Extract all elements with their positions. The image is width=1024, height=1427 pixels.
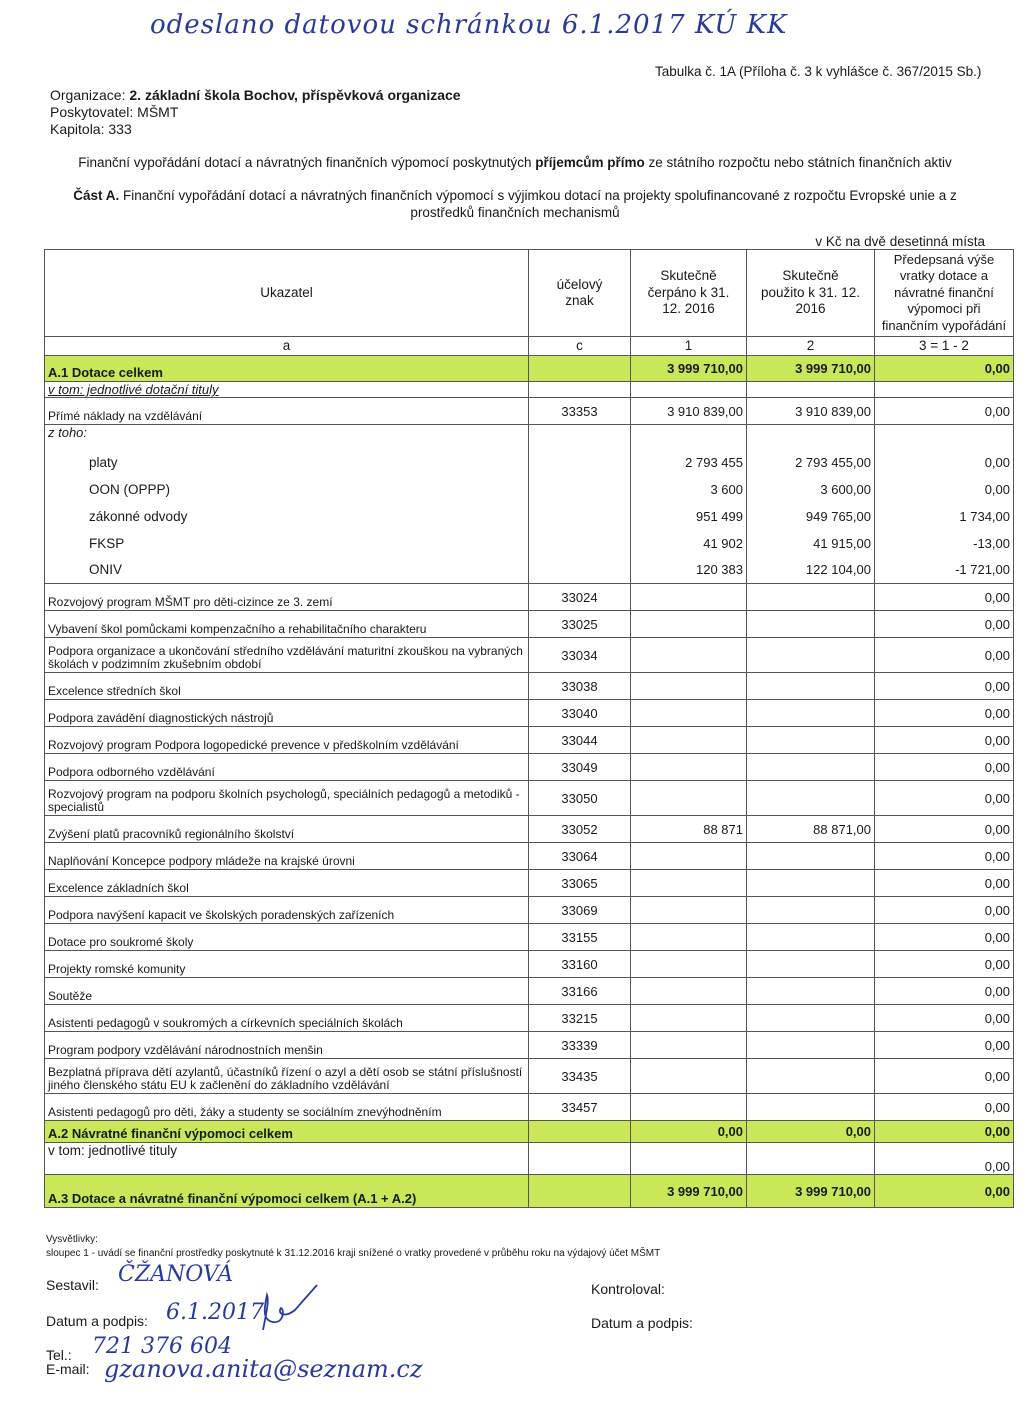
program-row [45, 843, 1014, 870]
handwritten-submission-note: odeslano datovou schránkou 6.1.2017 KÚ KK [150, 10, 788, 40]
organization-line [50, 87, 461, 104]
program-code: 33025 [529, 611, 631, 638]
program-pouzito [747, 1059, 875, 1094]
provider-line: Poskytovatel: MŠMT [50, 104, 179, 120]
sub-row-label: zákonné odvody [45, 503, 529, 530]
program-code: 33034 [529, 638, 631, 673]
legend [46, 1233, 660, 1261]
program-row [45, 924, 1014, 951]
program-cerpano [631, 700, 747, 727]
a2-total-vratka: 0,00 [875, 1121, 1014, 1143]
program-label: Bezplatná příprava dětí azylantů, účastníků řízení o azyl a dětí osob se státní příslušností jiného členského státu EU k začlenění do základního vzdělávání [45, 1059, 529, 1094]
program-cerpano [631, 638, 747, 673]
header-ukazatel: Ukazatel [45, 250, 529, 337]
program-label: Naplňování Koncepce podpory mládeže na krajské úrovni [45, 843, 529, 870]
sub-row-code [529, 449, 631, 476]
settlement-table [44, 249, 1014, 1208]
sub-row-code [529, 530, 631, 557]
program-code: 33024 [529, 584, 631, 611]
a2-v-tom-row [45, 1143, 1014, 1175]
datum-podpis-label: Datum a podpis: [46, 1313, 148, 1329]
email-label: E-mail: [46, 1361, 90, 1377]
a2-total-cerpano: 0,00 [631, 1121, 747, 1143]
program-pouzito [747, 1094, 875, 1121]
a2-v-tom-vratka: 0,00 [875, 1143, 1014, 1175]
program-row [45, 700, 1014, 727]
sestavil-handwritten: ČŽANOVÁ [118, 1262, 234, 1287]
main-heading-suffix: ze státního rozpočtu nebo státních finančních aktiv [644, 155, 952, 170]
program-code: 33457 [529, 1094, 631, 1121]
a3-total-cerpano: 3 999 710,00 [631, 1175, 747, 1208]
program-cerpano [631, 673, 747, 700]
a1-total-row [45, 356, 1014, 382]
prime-naklady-vratka: 0,00 [875, 398, 1014, 425]
program-pouzito [747, 897, 875, 924]
program-cerpano [631, 727, 747, 754]
part-label: Část A. [73, 188, 120, 203]
col-id-3: 3 = 1 - 2 [875, 337, 1014, 356]
a1-total-pouzito: 3 999 710,00 [747, 356, 875, 382]
program-vratka: 0,00 [875, 781, 1014, 816]
sub-row-pouzito: 41 915,00 [747, 530, 875, 557]
program-cerpano [631, 611, 747, 638]
a3-total-code [529, 1175, 631, 1208]
program-pouzito [747, 978, 875, 1005]
program-pouzito [747, 781, 875, 816]
program-row [45, 951, 1014, 978]
program-vratka: 0,00 [875, 611, 1014, 638]
program-code: 33160 [529, 951, 631, 978]
sub-row [45, 557, 1014, 584]
header-pouzito: Skutečně použito k 31. 12. 2016 [747, 250, 875, 337]
program-cerpano [631, 781, 747, 816]
program-pouzito [747, 951, 875, 978]
table-header-row [45, 250, 1014, 337]
program-vratka: 0,00 [875, 1094, 1014, 1121]
program-vratka: 0,00 [875, 978, 1014, 1005]
z-toho-label: z toho: [45, 425, 529, 449]
program-row [45, 978, 1014, 1005]
tel-label: Tel.: [46, 1347, 72, 1363]
program-label: Vybavení škol pomůckami kompenzačního a rehabilitačního charakteru [45, 611, 529, 638]
sub-row [45, 449, 1014, 476]
sub-row-cerpano: 951 499 [631, 503, 747, 530]
program-code: 33040 [529, 700, 631, 727]
program-cerpano [631, 1094, 747, 1121]
a1-total-label: A.1 Dotace celkem [45, 356, 529, 382]
program-vratka: 0,00 [875, 843, 1014, 870]
program-vratka: 0,00 [875, 727, 1014, 754]
sestavil-label: Sestavil: [46, 1277, 99, 1293]
a3-total-vratka: 0,00 [875, 1175, 1014, 1208]
program-code: 33339 [529, 1032, 631, 1059]
prime-naklady-code: 33353 [529, 398, 631, 425]
prime-naklady-pouzito: 3 910 839,00 [747, 398, 875, 425]
header-cerpano: Skutečně čerpáno k 31. 12. 2016 [631, 250, 747, 337]
part-heading [40, 187, 990, 221]
table-reference: Tabulka č. 1A (Příloha č. 3 k vyhlášce č. 367/2015 Sb.) [655, 64, 982, 79]
a2-total-pouzito: 0,00 [747, 1121, 875, 1143]
program-label: Zvýšení platů pracovníků regionálního školství [45, 816, 529, 843]
program-label: Podpora navýšení kapacit ve školských poradenských zařízeních [45, 897, 529, 924]
program-vratka: 0,00 [875, 951, 1014, 978]
program-pouzito: 88 871,00 [747, 816, 875, 843]
program-row [45, 727, 1014, 754]
program-vratka: 0,00 [875, 1059, 1014, 1094]
sub-row-code [529, 476, 631, 503]
program-label: Podpora organizace a ukončování středního vzdělávání maturitní zkouškou na vybraných školách v podzimním zkušebním období [45, 638, 529, 673]
program-row [45, 1005, 1014, 1032]
a2-total-code [529, 1121, 631, 1143]
program-code: 33050 [529, 781, 631, 816]
part-text: Finanční vypořádání dotací a návratných finančních výpomocí s výjimkou dotací na projekty spolufinancované z rozpočtu Evropské unie a z prostředků finančních mechanismů [119, 188, 957, 220]
col-id-1: 1 [631, 337, 747, 356]
sub-row-vratka: 0,00 [875, 476, 1014, 503]
email-handwritten: gzanova.anita@seznam.cz [104, 1355, 423, 1383]
program-cerpano: 88 871 [631, 816, 747, 843]
organization-label: Organizace: [50, 87, 126, 103]
program-vratka: 0,00 [875, 870, 1014, 897]
program-cerpano [631, 1059, 747, 1094]
program-vratka: 0,00 [875, 584, 1014, 611]
program-code: 33049 [529, 754, 631, 781]
kontroloval-label: Kontroloval: [591, 1281, 665, 1297]
a2-v-tom-cerpano [631, 1143, 747, 1175]
program-cerpano [631, 843, 747, 870]
sub-row-cerpano: 41 902 [631, 530, 747, 557]
sub-row-pouzito: 2 793 455,00 [747, 449, 875, 476]
program-row [45, 870, 1014, 897]
program-code: 33155 [529, 924, 631, 951]
header-vratky: Předepsaná výše vratky dotace a návratné finanční výpomoci při finančním vypořádání [875, 250, 1014, 337]
a2-v-tom-pouzito [747, 1143, 875, 1175]
program-cerpano [631, 897, 747, 924]
sub-row-cerpano: 3 600 [631, 476, 747, 503]
program-label: Asistenti pedagogů v soukromých a církevních speciálních školách [45, 1005, 529, 1032]
program-vratka: 0,00 [875, 897, 1014, 924]
units-note: v Kč na dvě desetinná místa [815, 234, 985, 249]
program-pouzito [747, 924, 875, 951]
tel-handwritten: 721 376 604 [92, 1334, 232, 1359]
chapter-line: Kapitola: 333 [50, 121, 132, 137]
sub-row-label: OON (OPPP) [45, 476, 529, 503]
a2-v-tom-label: v tom: jednotlivé tituly [45, 1143, 529, 1175]
organization-block [50, 87, 461, 138]
sub-row [45, 476, 1014, 503]
sub-row-code [529, 557, 631, 584]
program-code: 33052 [529, 816, 631, 843]
col-id-c: c [529, 337, 631, 356]
sub-row-label: platy [45, 449, 529, 476]
col-id-2: 2 [747, 337, 875, 356]
program-row [45, 1032, 1014, 1059]
program-vratka: 0,00 [875, 816, 1014, 843]
program-cerpano [631, 584, 747, 611]
program-code: 33069 [529, 897, 631, 924]
a2-total-label: A.2 Návratné finanční výpomoci celkem [45, 1121, 529, 1143]
program-code: 33038 [529, 673, 631, 700]
program-label: Asistenti pedagogů pro děti, žáky a studenty se sociálním znevýhodněním [45, 1094, 529, 1121]
program-pouzito [747, 700, 875, 727]
program-cerpano [631, 951, 747, 978]
sub-row-cerpano: 120 383 [631, 557, 747, 584]
program-row [45, 1059, 1014, 1094]
program-cerpano [631, 754, 747, 781]
prime-naklady-row [45, 398, 1014, 425]
program-row [45, 611, 1014, 638]
handwritten-signature [255, 1280, 335, 1340]
program-code: 33435 [529, 1059, 631, 1094]
program-label: Soutěže [45, 978, 529, 1005]
program-vratka: 0,00 [875, 673, 1014, 700]
program-cerpano [631, 1032, 747, 1059]
program-row [45, 816, 1014, 843]
program-cerpano [631, 870, 747, 897]
program-row [45, 673, 1014, 700]
program-code: 33064 [529, 843, 631, 870]
program-cerpano [631, 924, 747, 951]
program-pouzito [747, 870, 875, 897]
col-id-a: a [45, 337, 529, 356]
legend-text: sloupec 1 - uvádí se finanční prostředky poskytnuté k 31.12.2016 kraji snížené o vratky provedené v průběhu roku na výdajový účet MŠMT [46, 1248, 661, 1259]
sub-row-vratka: 0,00 [875, 449, 1014, 476]
sub-row-code [529, 503, 631, 530]
datum-podpis-label-2: Datum a podpis: [591, 1315, 693, 1331]
program-vratka: 0,00 [875, 700, 1014, 727]
program-code: 33065 [529, 870, 631, 897]
program-row [45, 754, 1014, 781]
program-vratka: 0,00 [875, 924, 1014, 951]
program-vratka: 0,00 [875, 1032, 1014, 1059]
program-code: 33166 [529, 978, 631, 1005]
program-code: 33044 [529, 727, 631, 754]
program-label: Excelence středních škol [45, 673, 529, 700]
a3-total-label: A.3 Dotace a návratné finanční výpomoci celkem (A.1 + A.2) [45, 1175, 529, 1208]
program-vratka: 0,00 [875, 754, 1014, 781]
main-heading-bold: příjemcům přímo [535, 155, 645, 170]
legend-title: Vysvětlivky: [46, 1234, 98, 1245]
program-row [45, 781, 1014, 816]
organization-name: 2. základní škola Bochov, příspěvková organizace [129, 87, 461, 103]
program-code: 33215 [529, 1005, 631, 1032]
prime-naklady-label: Přímé náklady na vzdělávání [45, 398, 529, 425]
sub-row-pouzito: 949 765,00 [747, 503, 875, 530]
a3-total-row [45, 1175, 1014, 1208]
sub-row-label: FKSP [45, 530, 529, 557]
program-label: Rozvojový program MŠMT pro děti-cizince ze 3. zemí [45, 584, 529, 611]
v-tom-row [45, 382, 1014, 398]
program-label: Podpora odborného vzdělávání [45, 754, 529, 781]
program-pouzito [747, 611, 875, 638]
program-pouzito [747, 843, 875, 870]
program-label: Rozvojový program na podporu školních psychologů, speciálních pedagogů a metodiků - specialistů [45, 781, 529, 816]
v-tom-label: v tom: jednotlivé dotační tituly [45, 382, 529, 398]
a2-v-tom-code [529, 1143, 631, 1175]
sub-row-pouzito: 3 600,00 [747, 476, 875, 503]
main-heading-prefix: Finanční vypořádání dotací a návratných finančních výpomocí poskytnutých [78, 155, 536, 170]
sub-row-vratka: -1 721,00 [875, 557, 1014, 584]
program-vratka: 0,00 [875, 1005, 1014, 1032]
sub-row [45, 530, 1014, 557]
column-id-row [45, 337, 1014, 356]
sub-row-pouzito: 122 104,00 [747, 557, 875, 584]
a2-total-row [45, 1121, 1014, 1143]
program-vratka: 0,00 [875, 638, 1014, 673]
a1-total-code [529, 356, 631, 382]
program-pouzito [747, 638, 875, 673]
program-pouzito [747, 727, 875, 754]
program-pouzito [747, 754, 875, 781]
a1-total-cerpano: 3 999 710,00 [631, 356, 747, 382]
prime-naklady-cerpano: 3 910 839,00 [631, 398, 747, 425]
sub-row-vratka: 1 734,00 [875, 503, 1014, 530]
program-label: Excelence základních škol [45, 870, 529, 897]
header-ucelovy-znak: účelový znak [529, 250, 631, 337]
main-heading [40, 155, 990, 170]
a3-total-pouzito: 3 999 710,00 [747, 1175, 875, 1208]
sub-row-cerpano: 2 793 455 [631, 449, 747, 476]
program-label: Projekty romské komunity [45, 951, 529, 978]
z-toho-row [45, 425, 1014, 449]
a1-total-vratka: 0,00 [875, 356, 1014, 382]
program-cerpano [631, 978, 747, 1005]
program-row [45, 638, 1014, 673]
settlement-table-body [45, 250, 1014, 1208]
program-label: Podpora zavádění diagnostických nástrojů [45, 700, 529, 727]
datum-handwritten: 6.1.2017 [166, 1300, 264, 1325]
program-row [45, 584, 1014, 611]
program-label: Dotace pro soukromé školy [45, 924, 529, 951]
sub-row [45, 503, 1014, 530]
program-row [45, 897, 1014, 924]
program-pouzito [747, 673, 875, 700]
sub-row-label: ONIV [45, 557, 529, 584]
program-pouzito [747, 584, 875, 611]
program-pouzito [747, 1032, 875, 1059]
program-label: Rozvojový program Podpora logopedické prevence v předškolním vzdělávání [45, 727, 529, 754]
program-pouzito [747, 1005, 875, 1032]
program-label: Program podpory vzdělávání národnostních menšin [45, 1032, 529, 1059]
sub-row-vratka: -13,00 [875, 530, 1014, 557]
program-row [45, 1094, 1014, 1121]
program-cerpano [631, 1005, 747, 1032]
